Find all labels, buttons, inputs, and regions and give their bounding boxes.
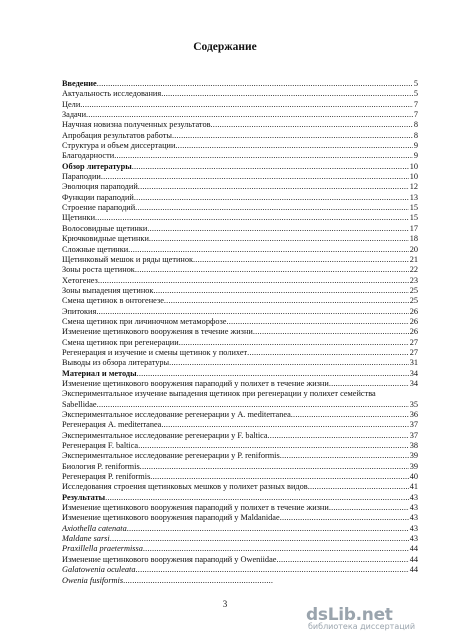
toc-entry-page: 22 bbox=[409, 265, 418, 275]
toc-leader-dots bbox=[161, 89, 413, 99]
toc-leader-dots bbox=[329, 379, 409, 389]
toc-leader-dots bbox=[268, 431, 409, 441]
toc-leader-dots bbox=[86, 110, 413, 120]
toc-entry-page: 8 bbox=[413, 120, 418, 130]
toc-entry-label: Изменение щетинкового вооружения параподий у Maldanidae bbox=[62, 513, 280, 523]
watermark-subtitle: библиотека диссертаций bbox=[308, 622, 416, 631]
toc-leader-dots bbox=[149, 234, 409, 244]
toc-entry bbox=[62, 576, 418, 586]
toc-entry bbox=[62, 472, 418, 482]
toc-entry-label: Экспериментальное изучение выпадения щетинок при регенерации у полихет семейства bbox=[62, 389, 376, 399]
toc-leader-dots bbox=[153, 286, 408, 296]
toc-leader-dots bbox=[161, 420, 408, 430]
toc-entry-page: 12 bbox=[409, 182, 418, 192]
toc-entry bbox=[62, 369, 418, 379]
toc-leader-dots bbox=[280, 513, 409, 523]
toc-entry-page: 25 bbox=[409, 296, 418, 306]
toc-entry-page: 44 bbox=[409, 554, 418, 564]
toc-entry-label: Введение bbox=[62, 79, 97, 88]
toc-entry-label: Цели bbox=[62, 99, 81, 109]
toc-entry-page: 15 bbox=[409, 213, 418, 223]
toc-leader-dots bbox=[179, 338, 409, 348]
toc-entry-label: Смена щетинок в онтогенезе bbox=[62, 296, 164, 306]
toc-entry-page: 20 bbox=[409, 244, 418, 254]
toc-entry-label: Sabellidae bbox=[62, 399, 97, 409]
toc-entry-page: 26 bbox=[409, 316, 418, 326]
toc-entry-label: Эпитокия bbox=[62, 306, 97, 316]
toc-entry bbox=[62, 462, 418, 472]
toc-leader-dots bbox=[98, 276, 409, 286]
toc-leader-dots bbox=[137, 369, 409, 379]
toc-entry-label: Научная новизна полученных результатов bbox=[62, 120, 211, 130]
watermark-logo: dsLib.net bbox=[306, 605, 393, 625]
toc-leader-dots bbox=[193, 255, 409, 265]
toc-entry-label: Экспериментальное исследование регенерации у F. baltica bbox=[62, 430, 268, 440]
toc-entry-page: 37 bbox=[409, 420, 418, 430]
toc-leader-dots bbox=[308, 482, 409, 492]
toc-entry-page: 27 bbox=[409, 337, 418, 347]
toc-entry bbox=[62, 296, 418, 306]
toc-leader-dots bbox=[136, 565, 409, 575]
toc-entry-label: Строение параподий bbox=[62, 203, 136, 213]
toc-leader-dots bbox=[143, 544, 409, 554]
toc-entry-page: 18 bbox=[409, 234, 418, 244]
toc-entry bbox=[62, 389, 418, 399]
toc-leader-dots bbox=[253, 327, 409, 337]
toc-entry-label: Смена щетинок при регенерации bbox=[62, 337, 179, 347]
toc-entry bbox=[62, 524, 418, 534]
toc-leader-dots bbox=[123, 576, 273, 586]
toc-entry-page: 23 bbox=[409, 275, 418, 285]
toc-leader-dots bbox=[114, 151, 413, 161]
toc-entry-label: Параподии bbox=[62, 172, 101, 182]
toc-entry-page: 26 bbox=[409, 306, 418, 316]
toc-entry-label: Хетогенез bbox=[62, 275, 98, 285]
toc-entry-label: Изменение щетинкового вооружения параподий у полихет в течение жизни bbox=[62, 503, 329, 513]
toc-entry bbox=[62, 493, 418, 503]
toc-entry-label: Экспериментальное исследование регенерации у A. mediterranea bbox=[62, 410, 291, 419]
toc-leader-dots bbox=[105, 493, 409, 503]
toc-entry bbox=[62, 400, 418, 410]
toc-leader-dots bbox=[135, 203, 409, 213]
toc-entry-page: 35 bbox=[409, 399, 418, 409]
toc-entry bbox=[62, 317, 418, 327]
toc-leader-dots bbox=[110, 534, 409, 544]
toc-entry bbox=[62, 451, 418, 461]
toc-entry-label: Функции параподий bbox=[62, 192, 134, 202]
toc-entry-page: 21 bbox=[409, 254, 418, 264]
toc-entry bbox=[62, 276, 418, 286]
toc-entry-label: Регенерация F. baltica bbox=[62, 441, 139, 451]
toc-leader-dots bbox=[95, 213, 409, 223]
toc-entry bbox=[62, 172, 418, 182]
toc-entry-page: 43 bbox=[409, 513, 418, 523]
toc-entry-page: 41 bbox=[409, 482, 418, 492]
toc-entry-label: Щетинки bbox=[62, 213, 96, 223]
toc-entry bbox=[62, 358, 418, 368]
toc-entry-label: Исследования строения щетинковых мешков у полихет разных видов bbox=[62, 482, 308, 492]
toc-entry-page: 7 bbox=[413, 99, 418, 109]
toc-entry-label: Апробация результатов работы bbox=[62, 130, 172, 140]
toc-entry-page: 10 bbox=[409, 161, 418, 171]
toc-leader-dots bbox=[164, 296, 409, 306]
toc-entry-label: Изменение щетинкового вооружения параподий у Oweniidae bbox=[62, 554, 277, 564]
toc-entry-label: Galatowenia oculeata bbox=[62, 565, 136, 575]
toc-leader-dots bbox=[280, 451, 409, 461]
toc-entry bbox=[62, 286, 418, 296]
toc-entry-label: Регенерация P. reniformis bbox=[62, 472, 151, 482]
toc-leader-dots bbox=[96, 307, 408, 317]
toc-entry bbox=[62, 213, 418, 223]
toc-entry-page: 37 bbox=[409, 430, 418, 440]
toc-entry bbox=[62, 307, 418, 317]
toc-entry-page: 5 bbox=[413, 89, 418, 99]
toc-entry bbox=[62, 431, 418, 441]
toc-entry bbox=[62, 131, 418, 141]
toc-entry bbox=[62, 203, 418, 213]
toc-entry-page: 25 bbox=[409, 285, 418, 295]
toc-entry-label: Обзор литературы bbox=[62, 161, 132, 171]
toc-leader-dots bbox=[175, 141, 412, 151]
toc-entry-label: Актуальность исследования bbox=[62, 89, 162, 99]
toc-entry bbox=[62, 193, 418, 203]
toc-entry-label: Maldane sarsi bbox=[62, 534, 110, 544]
toc-entry-label: Щетинковый мешок и ряды щетинок bbox=[62, 254, 194, 264]
toc-entry bbox=[62, 410, 418, 420]
toc-entry-label: Смена щетинок при личиночном метаморфозе bbox=[62, 316, 227, 326]
toc-leader-dots bbox=[329, 503, 409, 513]
toc-leader-dots bbox=[291, 410, 409, 420]
toc-entry bbox=[62, 348, 418, 358]
toc-entry-page: 13 bbox=[409, 192, 418, 202]
toc-leader-dots bbox=[276, 555, 408, 565]
page-title: Содержание bbox=[193, 41, 257, 53]
toc-leader-dots bbox=[132, 162, 409, 172]
toc-entry bbox=[62, 327, 418, 337]
toc-entry-label: Крючковидные щетинки bbox=[62, 234, 149, 244]
toc-entry-page: 8 bbox=[413, 130, 418, 140]
toc-entry-page: 34 bbox=[409, 368, 418, 378]
toc-entry-page: 31 bbox=[409, 358, 418, 368]
toc-entry-label: Эволюция параподий bbox=[62, 182, 138, 192]
toc-entry bbox=[62, 503, 418, 513]
toc-entry-label: Результаты bbox=[62, 492, 106, 502]
toc-entry-page: 38 bbox=[409, 441, 418, 451]
toc-entry-page: 7 bbox=[413, 110, 418, 120]
toc-entry-label: Выводы из обзора литературы bbox=[62, 358, 170, 368]
toc-entry-label: Биология P. reniformis bbox=[62, 461, 140, 471]
toc-entry-label: Изменение щетинкового вооружения в течение жизни bbox=[62, 327, 253, 337]
toc-entry-page: 10 bbox=[409, 172, 418, 182]
toc-entry-page: 43 bbox=[409, 534, 418, 544]
toc-entry bbox=[62, 555, 418, 565]
toc-entry-label: Задачи bbox=[62, 110, 87, 120]
toc-entry bbox=[62, 120, 418, 130]
toc-entry bbox=[62, 245, 418, 255]
toc-leader-dots bbox=[147, 224, 408, 234]
toc-entry bbox=[62, 544, 418, 554]
toc-leader-dots bbox=[80, 100, 413, 110]
toc-leader-dots bbox=[138, 441, 409, 451]
toc-entry-label: Благодарности bbox=[62, 151, 115, 161]
toc-entry-page: 26 bbox=[409, 327, 418, 337]
toc-entry-label: Owenia fusiformis bbox=[62, 575, 124, 585]
toc-entry-page: 17 bbox=[409, 223, 418, 233]
toc-entry-page: 44 bbox=[409, 565, 418, 575]
toc-entry-label: Зоны выпадения щетинок bbox=[62, 285, 154, 295]
toc-entry-label: Зоны роста щетинок bbox=[62, 265, 135, 275]
watermark bbox=[306, 602, 438, 631]
page-number: 3 bbox=[222, 599, 228, 609]
toc-entry bbox=[62, 89, 418, 99]
toc-entry-page: 43 bbox=[409, 523, 418, 533]
toc-entry bbox=[62, 441, 418, 451]
toc-leader-dots bbox=[211, 120, 413, 130]
toc-entry bbox=[62, 513, 418, 523]
toc-leader-dots bbox=[101, 172, 409, 182]
toc-entry-page: 36 bbox=[409, 410, 418, 419]
toc-entry bbox=[62, 338, 418, 348]
toc-entry-page: 9 bbox=[413, 141, 418, 151]
toc-entry bbox=[62, 265, 418, 275]
toc-entry bbox=[62, 110, 418, 120]
toc-entry bbox=[62, 182, 418, 192]
toc-entry-page: 39 bbox=[409, 451, 418, 461]
toc-entry-label: Экспериментальное исследование регенерации у P. reniformis bbox=[62, 451, 280, 461]
table-of-contents bbox=[62, 79, 418, 586]
toc-entry bbox=[62, 141, 418, 151]
toc-entry-page: 27 bbox=[409, 347, 418, 357]
toc-entry bbox=[62, 224, 418, 234]
toc-leader-dots bbox=[172, 131, 413, 141]
toc-entry-label: Регенерация A. mediterranea bbox=[62, 420, 162, 430]
toc-entry bbox=[62, 534, 418, 544]
toc-leader-dots bbox=[138, 182, 409, 192]
toc-entry bbox=[62, 565, 418, 575]
toc-entry bbox=[62, 379, 418, 389]
toc-entry bbox=[62, 420, 418, 430]
toc-leader-dots bbox=[169, 358, 409, 368]
toc-entry-label: Сложные щетинки bbox=[62, 244, 129, 254]
toc-leader-dots bbox=[128, 245, 409, 255]
toc-leader-dots bbox=[134, 193, 409, 203]
toc-entry bbox=[62, 255, 418, 265]
toc-entry-page: 15 bbox=[409, 203, 418, 213]
toc-leader-dots bbox=[150, 472, 408, 482]
toc-entry-label: Материал и методы bbox=[62, 368, 137, 378]
toc-entry-page: 9 bbox=[413, 151, 418, 161]
toc-entry bbox=[62, 482, 418, 492]
toc-entry-page: 43 bbox=[409, 492, 418, 502]
toc-entry-page: 5 bbox=[413, 79, 418, 88]
toc-entry bbox=[62, 100, 418, 110]
toc-leader-dots bbox=[247, 348, 409, 358]
toc-entry-label: Волосовидные щетинки bbox=[62, 223, 148, 233]
toc-entry-label: Praxillella praetermissa bbox=[62, 544, 143, 554]
toc-leader-dots bbox=[127, 524, 409, 534]
toc-entry-label: Изменение щетинкового вооружения параподий у полихет в течение жизни bbox=[62, 378, 329, 388]
toc-entry-page: 44 bbox=[409, 544, 418, 554]
toc-entry bbox=[62, 162, 418, 172]
toc-entry-page: 40 bbox=[409, 472, 418, 482]
toc-leader-dots bbox=[97, 400, 409, 410]
toc-leader-dots bbox=[226, 317, 408, 327]
toc-entry-page: 34 bbox=[409, 378, 418, 388]
toc-entry-label: Axiothella catenata bbox=[62, 523, 127, 533]
toc-entry-page: 39 bbox=[409, 461, 418, 471]
toc-entry bbox=[62, 79, 418, 89]
toc-leader-dots bbox=[97, 79, 413, 89]
toc-entry-label: Регенерация и изучение и смены щетинок у полихет bbox=[62, 347, 248, 357]
toc-entry-label: Структура и объем диссертации bbox=[62, 141, 176, 151]
toc-entry bbox=[62, 151, 418, 161]
toc-leader-dots bbox=[135, 265, 409, 275]
toc-leader-dots bbox=[140, 462, 409, 472]
toc-entry-page: 43 bbox=[409, 503, 418, 513]
toc-entry bbox=[62, 234, 418, 244]
